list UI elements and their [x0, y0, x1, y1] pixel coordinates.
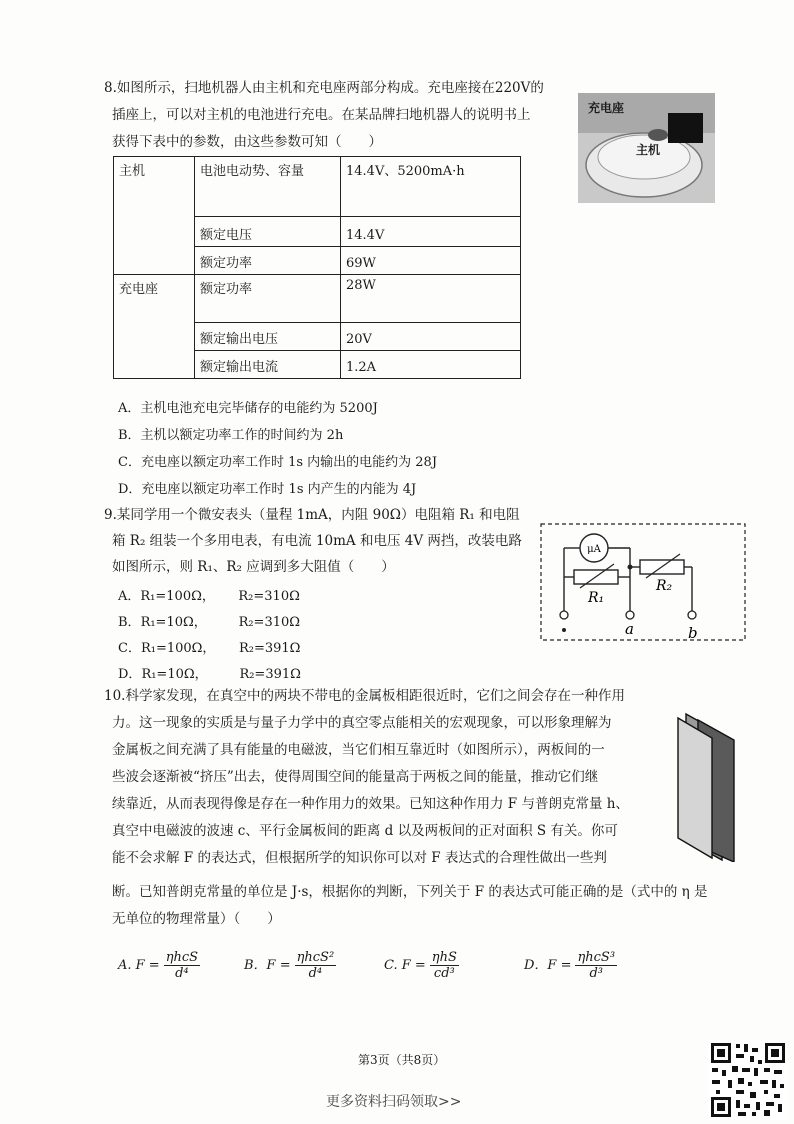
option-numerator: ηhcS² [296, 950, 335, 965]
q10-option-b[interactable] [244, 950, 336, 981]
q10-line-5: 续靠近，从而表现得像是存在一种作用力的效果。已知这种作用力 F 与普朗克常量 h、 [112, 796, 629, 812]
option-label: C. F = [384, 958, 426, 973]
table-cell: 20V [341, 323, 521, 351]
q9-line-3: 如图所示，则 R₁、R₂ 应调到多大阻值（ ） [112, 559, 395, 575]
table-cell: 1.2A [341, 351, 521, 379]
q10-line-1: 10.科学家发现，在真空中的两块不带电的金属板相距很近时，它们之间会存在一种作用 [104, 688, 625, 704]
option-label: A． [118, 589, 141, 604]
q8-option-b[interactable]: B．主机以额定功率工作的时间约为 2h [118, 428, 344, 443]
q10-line-6: 真空中电磁波的波速 c、平行金属板间的距离 d 以及两板间的正对面积 S 有关。你可 [112, 823, 618, 839]
charger-label: 充电座 [588, 101, 625, 115]
q8-line-2: 插座上，可以对主机的电池进行充电。在某品牌扫地机器人的说明书上 [112, 107, 531, 123]
option-numerator: ηhcS [165, 950, 199, 965]
q9-option-d[interactable] [118, 663, 301, 682]
table-cell: 额定电压 [195, 217, 341, 247]
option-r1: R₁=100Ω， [140, 641, 216, 656]
meter-label: μA [587, 544, 601, 555]
metal-plates-figure [676, 712, 746, 862]
option-denominator: d⁴ [308, 966, 323, 981]
table-cell: 14.4V、5200mA·h [341, 157, 521, 217]
table-cell [114, 323, 195, 351]
table-cell: 充电座 [114, 275, 195, 323]
q10-line-8: 断。已知普朗克常量的单位是 J·s，根据你的判断，下列关于 F 的表达式可能正确的是（式中的 η 是 [112, 884, 708, 900]
table-cell [114, 247, 195, 275]
q9-line-1: 9.某同学用一个微安表头（量程 1mA，内阻 90Ω）电阻箱 R₁ 和电阻 [104, 507, 520, 523]
q10-option-a[interactable] [118, 950, 200, 981]
table-cell [114, 217, 195, 247]
q8-option-c[interactable]: C．充电座以额定功率工作时 1s 内输出的电能约为 28J [118, 455, 438, 470]
q10-line-7: 能不会求解 F 的表达式，但根据所学的知识你可以对 F 表达式的合理性做出一些判 [112, 850, 607, 866]
table-cell: 额定功率 [195, 275, 341, 323]
q10-option-d[interactable] [524, 950, 617, 981]
option-numerator: ηhcS³ [577, 950, 616, 965]
table-cell: 额定输出电流 [195, 351, 341, 379]
q8-line-1: 8.如图所示，扫地机器人由主机和充电座两部分构成。充电座接在220V的 [104, 80, 544, 96]
q9-option-c[interactable] [118, 637, 300, 656]
r2-label: R₂ [656, 578, 673, 594]
q8-spec-table [113, 156, 521, 379]
option-denominator: d⁴ [175, 966, 189, 981]
table-cell: 14.4V [341, 217, 521, 247]
option-label: D． [118, 667, 142, 682]
q10-line-3: 金属板之间充满了具有能量的电磁波，当它们相互靠近时（如图所示），两板间的一 [112, 742, 605, 758]
option-r2: R₂=391Ω [238, 641, 301, 656]
option-label: B．F = [244, 958, 291, 973]
qr-code-icon [708, 1040, 788, 1120]
option-r1: R₁=100Ω， [140, 589, 215, 604]
q9-line-2: 箱 R₂ 组装一个多用电表，有电流 10mA 和电压 4V 两挡，改装电路 [112, 533, 522, 549]
q10-option-c[interactable] [384, 950, 459, 981]
q9-option-a[interactable] [118, 585, 300, 604]
option-r1: R₁=10Ω， [140, 615, 207, 630]
option-label: A. F = [118, 958, 160, 973]
q8-option-a[interactable]: A．主机电池充电完毕储存的电能约为 5200J [118, 401, 378, 416]
option-r2: R₂=310Ω [238, 589, 300, 604]
q10-line-9: 无单位的物理常量）（ ） [112, 911, 281, 927]
host-label: 主机 [636, 143, 661, 157]
option-label: D．F = [524, 958, 572, 973]
option-denominator: cd³ [433, 966, 455, 981]
q8-option-d[interactable]: D．充电座以额定功率工作时 1s 内产生的内能为 4J [118, 482, 417, 497]
r1-label: R₁ [588, 590, 605, 606]
terminal-b-label: b [688, 624, 698, 642]
option-r1: R₁=10Ω， [141, 667, 208, 682]
q10-line-4: 些波会逐渐被“挤压”出去，使得周围空间的能量高于两板之间的能量，推动它们继 [112, 769, 599, 785]
option-denominator: d³ [589, 966, 604, 981]
promo-link[interactable]: 更多资料扫码领取>> [326, 1094, 462, 1110]
terminal-a-label: a [625, 620, 634, 638]
table-cell: 电池电动势、容量 [195, 157, 341, 217]
option-r2: R₂=391Ω [239, 667, 301, 682]
q10-line-2: 力。这一现象的实质是与量子力学中的真空零点能相关的宏观现象，可以形象理解为 [112, 715, 612, 731]
table-cell: 69W [341, 247, 521, 275]
q9-option-b[interactable] [118, 611, 300, 630]
page-number: 第3页（共8页） [358, 1053, 446, 1067]
circuit-diagram [540, 522, 747, 642]
table-cell: 额定输出电压 [195, 323, 341, 351]
table-cell: 28W [341, 275, 521, 323]
table-cell [114, 351, 195, 379]
q8-line-3: 获得下表中的参数，由这些参数可知（ ） [112, 134, 382, 150]
table-cell: 主机 [114, 157, 195, 217]
option-r2: R₂=310Ω [238, 615, 301, 630]
table-cell: 额定功率 [195, 247, 341, 275]
option-numerator: ηhS [431, 950, 457, 965]
option-label: C． [118, 641, 141, 656]
option-label: B． [118, 615, 141, 630]
